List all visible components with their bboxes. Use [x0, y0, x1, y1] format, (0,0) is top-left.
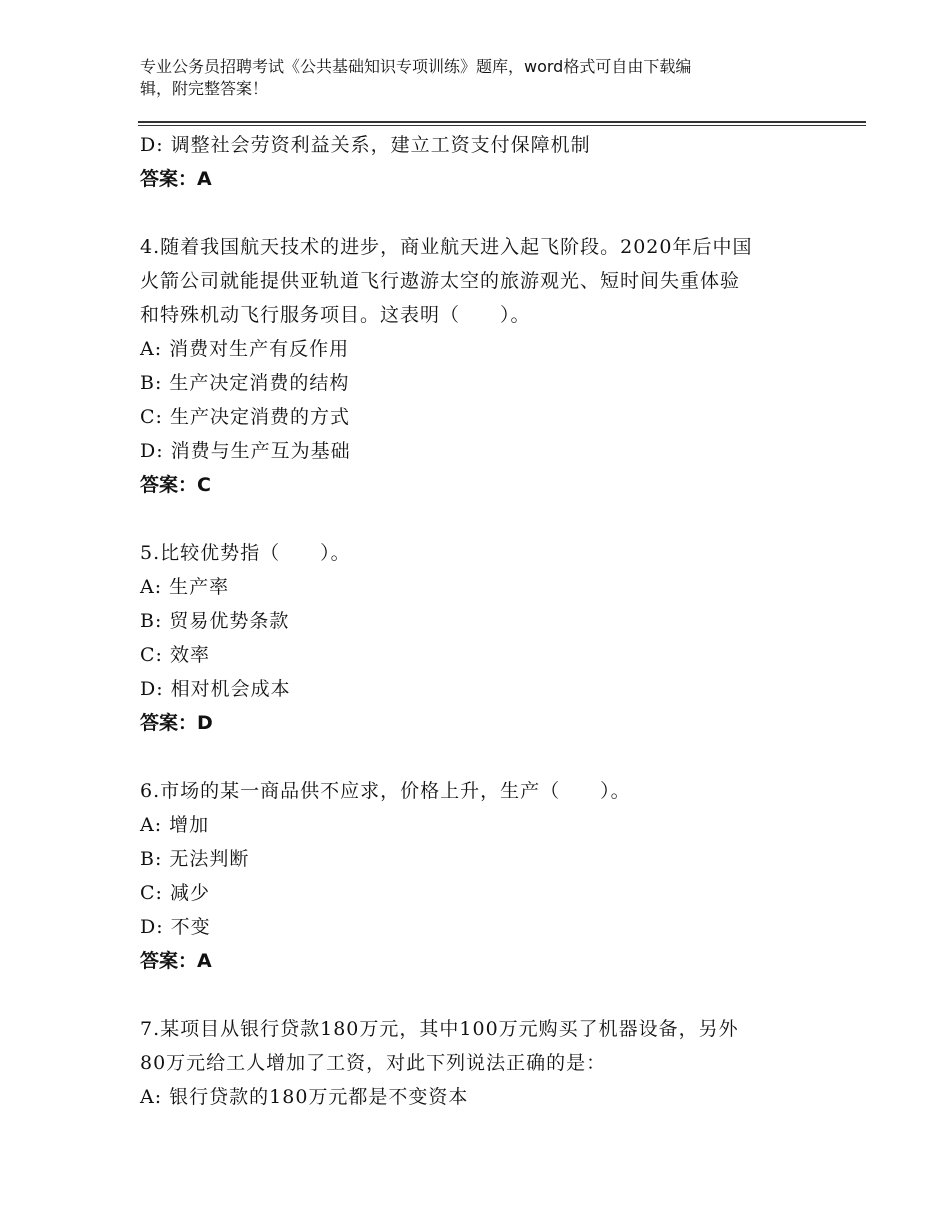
option-a: A: 消费对生产有反作用: [140, 338, 350, 360]
option-c: C: 生产决定消费的方式: [140, 406, 350, 428]
option-b: B: 生产决定消费的结构: [140, 372, 350, 394]
question-text: 7.某项目从银行贷款180万元，其中100万元购买了机器设备，另外: [140, 1018, 739, 1040]
question-text: 5.比较优势指（ ）。: [140, 542, 351, 564]
option-c: C: 减少: [140, 882, 210, 904]
page-header: [140, 56, 800, 100]
question-text: 火箭公司就能提供亚轨道飞行遨游太空的旅游观光、短时间失重体验: [140, 270, 741, 292]
question-7: [140, 1012, 810, 1114]
option-c: C: 效率: [140, 644, 210, 666]
question-4: [140, 230, 810, 502]
answer-label: 答案：D: [140, 712, 213, 734]
spacer: [140, 740, 810, 774]
option-b: B: 贸易优势条款: [140, 610, 290, 632]
spacer: [140, 978, 810, 1012]
answer-label: 答案：C: [140, 474, 211, 496]
header-line-2: 辑，附完整答案！: [140, 79, 269, 98]
answer-label: 答案：A: [140, 168, 212, 190]
option-d: D: 不变: [140, 916, 211, 938]
option-d: D: 相对机会成本: [140, 678, 291, 700]
question-text: 80万元给工人增加了工资，对此下列说法正确的是：: [140, 1052, 607, 1074]
option-a: A: 生产率: [140, 576, 230, 598]
option-a: A: 银行贷款的180万元都是不变资本: [140, 1086, 469, 1108]
header-divider-thin: [138, 125, 866, 126]
question-text: 4.随着我国航天技术的进步，商业航天进入起飞阶段。2020年后中国: [140, 236, 753, 258]
question-6: [140, 774, 810, 978]
question-text: 6.市场的某一商品供不应求，价格上升，生产（ ）。: [140, 780, 631, 802]
question-list: [140, 128, 810, 1114]
option-d: D: 调整社会劳资利益关系，建立工资支付保障机制: [140, 134, 591, 156]
question-text: 和特殊机动飞行服务项目。这表明（ ）。: [140, 304, 531, 326]
option-b: B: 无法判断: [140, 848, 250, 870]
question-5: [140, 536, 810, 740]
answer-label: 答案：A: [140, 950, 212, 972]
spacer: [140, 196, 810, 230]
header-line-1: 专业公务员招聘考试《公共基础知识专项训练》题库，word格式可自由下载编: [140, 57, 692, 76]
option-d: D: 消费与生产互为基础: [140, 440, 351, 462]
question-3: [140, 128, 810, 196]
header-divider-thick: [138, 121, 866, 123]
spacer: [140, 502, 810, 536]
option-a: A: 增加: [140, 814, 210, 836]
